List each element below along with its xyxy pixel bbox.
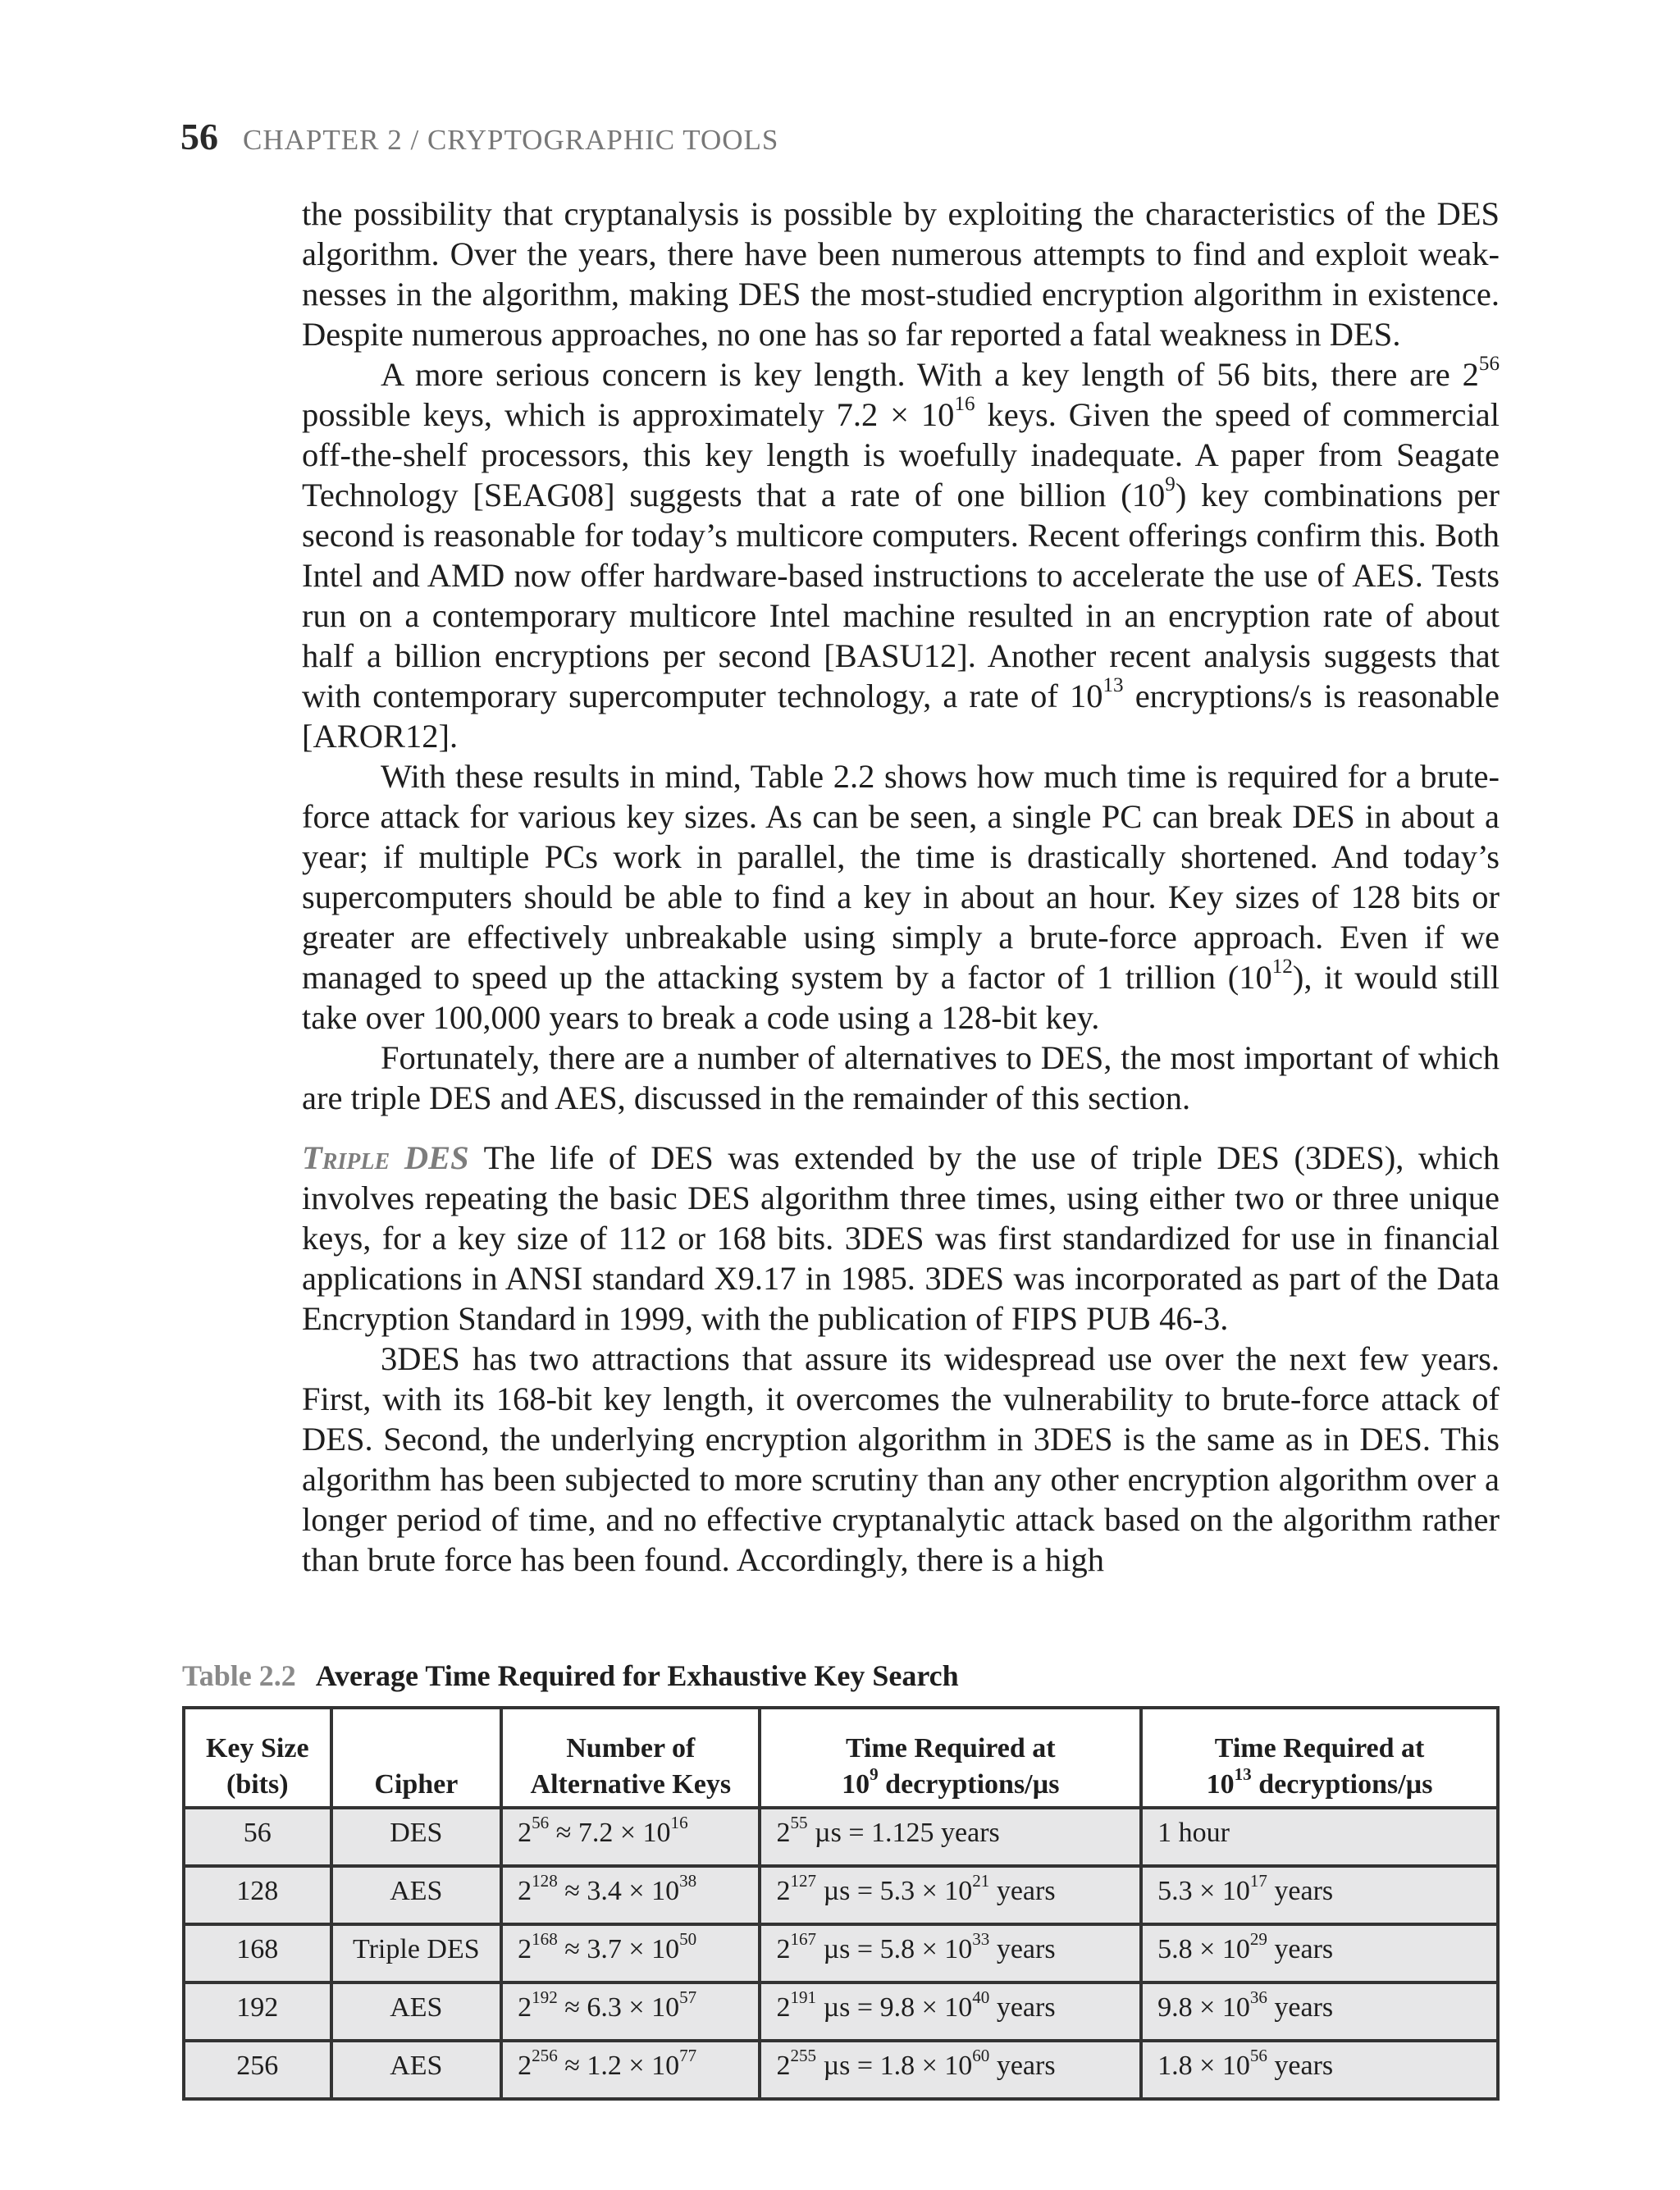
paragraph (302, 194, 1500, 354)
paragraph (302, 354, 1500, 756)
paragraph-text: The life of DES was extended by the use of triple DES (3DES), which involves repeating the basic DES algorithm three times, using either two or three unique keys, for a key size of 112 or 168 bits. 3DES was first standardized for use in financial applications in ANSI standard X9.17 in 1985. 3DES was incorporated as part of the Data Encryption Standard in 1999, with the publication of FIPS PUB 46-3. (302, 1139, 1500, 1337)
paragraph (302, 1339, 1500, 1580)
cell-time-1e13: $5.8 \times 10^{29}$ years (1141, 1924, 1498, 1982)
table-label: Table 2.2 (182, 1659, 296, 1692)
cell-time-1e13: $9.8 \times 10^{36}$ years (1141, 1982, 1498, 2041)
cell-time-1e9: $2^{55}$ µs = 1.125 years (760, 1808, 1141, 1866)
run-in-heading: Triple DES (302, 1139, 469, 1176)
text-run: With these results in mind, Table 2.2 shows how much time is required for a brute-force attack for various key sizes. As can be seen, a single PC can break DES in about a year; if multiple PCs work in parallel, the time is drastically shortened. And today’s supercomputers should be able to find a key in about an hour. Key sizes of 128 bits or greater are effectively unbreakable using simply a brute-force approach. Even if we managed to speed up the attacking system by a factor of 1 trillion (10 (302, 758, 1500, 996)
table-row (184, 2041, 1498, 2099)
cell-cipher: AES (331, 1982, 502, 2041)
superscript: 56 (1478, 353, 1500, 376)
cell-cipher: AES (331, 2041, 502, 2099)
paragraph (302, 756, 1500, 1038)
cell-key-size: 56 (184, 1808, 331, 1866)
paragraph-text: 3DES has two attractions that assure its widespread use over the next few years. First, with its 168-bit key length, it overcomes the vulnerability to brute-force attack of DES. Second, the underlying encryption algorithm in 3DES is the same as in DES. This algorithm has been subjected to more scrutiny than any other encryption algorithm over a longer period of time, and no effective cryptanalytic attack based on the algorithm rather than brute force has been found. Accordingly, there is a high (302, 1340, 1500, 1578)
page-header (180, 115, 778, 158)
cell-alternative-keys: $2^{128} \approx 3.4 \times 10^{38}$ (501, 1866, 760, 1924)
cell-time-1e13: $5.3 \times 10^{17}$ years (1141, 1866, 1498, 1924)
superscript: 13 (1102, 674, 1124, 697)
table-row (184, 1982, 1498, 2041)
cell-key-size: 192 (184, 1982, 331, 2041)
cell-alternative-keys: $2^{168} \approx 3.7 \times 10^{50}$ (501, 1924, 760, 1982)
superscript: 9 (1165, 473, 1176, 496)
table-header-row (184, 1708, 1498, 1808)
table-row (184, 1808, 1498, 1866)
cell-cipher: Triple DES (331, 1924, 502, 1982)
header-alternative-keys: Number of Alternative Keys (501, 1708, 760, 1808)
cell-key-size: 128 (184, 1866, 331, 1924)
cell-time-1e13: $1.8 \times 10^{56}$ years (1141, 2041, 1498, 2099)
text-run: possible keys, which is approximately 7.2 × 10 (302, 396, 955, 433)
table-row (184, 1924, 1498, 1982)
text-run: A more serious concern is key length. With a key length of 56 bits, there are 2 (381, 356, 1479, 393)
body-text (302, 194, 1500, 1580)
cell-cipher: AES (331, 1866, 502, 1924)
key-search-table (182, 1706, 1500, 2101)
superscript: 16 (954, 393, 975, 416)
cell-time-1e9: $2^{167}$ $\mu s = 5.8 \times 10^{33}$ years (760, 1924, 1141, 1982)
cell-key-size: 256 (184, 2041, 331, 2099)
cell-key-size: 168 (184, 1924, 331, 1982)
page-number: 56 (180, 116, 218, 157)
paragraph (302, 1038, 1500, 1118)
table-row (184, 1866, 1498, 1924)
table-caption (182, 1658, 959, 1693)
header-time-1e9: Time Required at $10^9$ decryptions/µs (760, 1708, 1141, 1808)
text-run: ), it would still take over 100,000 years to break a code using a 128-bit key. (302, 959, 1500, 1036)
cell-alternative-keys: $2^{56} \approx 7.2 \times 10^{16}$ (501, 1808, 760, 1866)
text-run: ) key combinations per second is reasonable for today’s multicore computers. Recent offerings confirm this. Both Intel and AMD now offer hardware-based instructions to accelerate the use of AES. Tests run on a contemporary multicore Intel machine resulted in an encryption rate of about half a billion encryptions per second [BASU12]. Another recent analysis suggests that with contemporary supercomputer technology, a rate of 10 (302, 477, 1500, 714)
text-run: encryptions/s is reasonable [AROR12]. (302, 678, 1500, 755)
header-key-size: Key Size (bits) (184, 1708, 331, 1808)
running-head: CHAPTER 2 / CRYPTOGRAPHIC TOOLS (243, 124, 779, 156)
cell-alternative-keys: $2^{256} \approx 1.2 \times 10^{77}$ (501, 2041, 760, 2099)
header-time-1e13: Time Required at $10^{13}$ decryptions/µs (1141, 1708, 1498, 1808)
paragraph-text: Fortunately, there are a number of alternatives to DES, the most important of which are triple DES and AES, discussed in the remainder of this section. (302, 1039, 1500, 1116)
cell-alternative-keys: $2^{192} \approx 6.3 \times 10^{57}$ (501, 1982, 760, 2041)
paragraph-text: the possibility that cryptanalysis is possible by exploiting the characteristics of the DES algorithm. Over the years, there have been numerous attempts to find and exploit weaknesses in the algorithm, making DES the most-studied encryption algorithm in existence. Despite numerous approaches, no one has so far reported a fatal weakness in DES. (302, 195, 1500, 353)
cell-cipher: DES (331, 1808, 502, 1866)
header-cipher: Cipher (331, 1708, 502, 1808)
cell-time-1e9: $2^{191}$ $\mu s = 9.8 \times 10^{40}$ years (760, 1982, 1141, 2041)
cell-time-1e9: $2^{127}$ $\mu s = 5.3 \times 10^{21}$ years (760, 1866, 1141, 1924)
paragraph (302, 1138, 1500, 1339)
cell-time-1e13: 1 hour (1141, 1808, 1498, 1866)
cell-time-1e9: $2^{255}$ $\mu s = 1.8 \times 10^{60}$ years (760, 2041, 1141, 2099)
text-run: keys. Given the speed of commercial off-the-shelf processors, this key length is woefully inadequate. A paper from Seagate Technology [SEAG08] suggests that a rate of one billion (10 (302, 396, 1500, 513)
table-title: Average Time Required for Exhaustive Key Search (315, 1659, 959, 1692)
superscript: 12 (1271, 956, 1293, 979)
